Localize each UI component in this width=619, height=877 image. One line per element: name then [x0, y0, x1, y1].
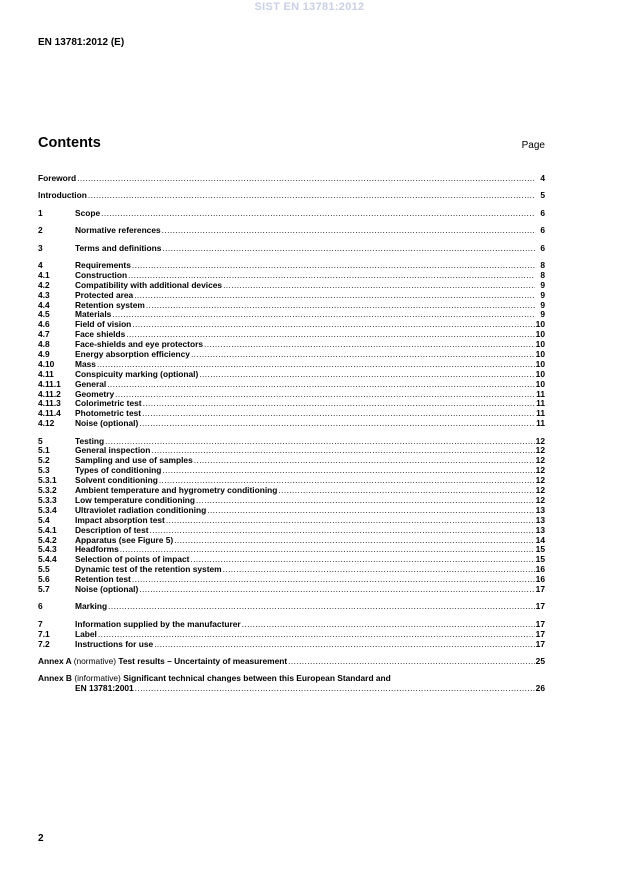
- toc-page-number: 12: [535, 445, 545, 456]
- toc-title: Types of conditioning: [75, 465, 162, 476]
- leader-dots: [107, 380, 534, 390]
- toc-section-number: 7: [38, 618, 43, 629]
- toc-title: Description of test: [75, 524, 149, 535]
- toc-section-number: 5.4.4: [38, 554, 57, 565]
- leader-dots: [132, 575, 535, 585]
- leader-dots: [134, 291, 535, 301]
- toc-section-number: 4.3: [38, 289, 50, 300]
- leader-dots: [98, 630, 535, 640]
- toc-page-number: 6: [540, 225, 545, 236]
- toc-page-number: 10: [535, 368, 545, 379]
- annex-label: Annex B: [38, 673, 72, 684]
- toc-page-number: 14: [535, 534, 545, 545]
- toc-page-number: 6: [540, 242, 545, 253]
- toc-title: General: [75, 378, 107, 389]
- toc-section-number: 4.11.2: [38, 388, 61, 399]
- toc-title: Instructions for use: [75, 638, 154, 649]
- toc-page-number: 9: [540, 309, 545, 320]
- toc-title: Retention system: [75, 299, 145, 310]
- toc-title: Noise (optional): [75, 583, 139, 594]
- toc-section-number: 5.4: [38, 514, 50, 525]
- toc-entry[interactable]: [38, 380, 545, 390]
- toc-page-number: 9: [540, 289, 545, 300]
- leader-dots: [174, 536, 534, 546]
- leader-dots: [101, 209, 535, 219]
- annex-kind: (informative): [74, 673, 121, 684]
- toc-title: Mass: [75, 358, 96, 369]
- toc-page-number: 10: [535, 348, 545, 359]
- toc-page-number: 16: [535, 564, 545, 575]
- toc-title: Scope: [75, 207, 101, 218]
- toc-section-number: 4.10: [38, 358, 55, 369]
- toc-title: Noise (optional): [75, 418, 139, 429]
- annex-kind: (normative): [73, 655, 117, 666]
- toc-section-number: 2: [38, 225, 43, 236]
- leader-dots: [204, 340, 535, 350]
- toc-page-number: 17: [535, 628, 545, 639]
- toc-section-number: 5: [38, 435, 43, 446]
- toc-title: Field of vision: [75, 319, 132, 330]
- page-column-label: Page: [521, 140, 545, 151]
- toc-title: Face shields: [75, 329, 126, 340]
- toc-entry[interactable]: [38, 620, 545, 630]
- annex-title: Significant technical changes between this European Standard and: [123, 673, 391, 684]
- toc-page-number: 9: [540, 299, 545, 310]
- toc-section-number: 5.7: [38, 583, 50, 594]
- toc-section-number: 4.8: [38, 339, 50, 350]
- toc-section-number: 4.4: [38, 299, 50, 310]
- toc-section-number: 6: [38, 601, 43, 612]
- leader-dots: [278, 486, 534, 496]
- leader-dots: [194, 456, 535, 466]
- toc-section-number: 5.3.2: [38, 485, 57, 496]
- leader-dots: [115, 390, 535, 400]
- leader-dots: [139, 585, 534, 595]
- toc-section-number: 4.12: [38, 418, 55, 429]
- toc-page-number: 10: [535, 319, 545, 330]
- toc-section-number: 7.1: [38, 628, 50, 639]
- toc-section-number: 4.11.4: [38, 408, 61, 419]
- toc-page-number: 25: [535, 655, 545, 666]
- toc-section-number: 4.2: [38, 279, 50, 290]
- toc-section-number: 4.11.1: [38, 378, 61, 389]
- leader-dots: [162, 244, 535, 254]
- toc-title: Materials: [75, 309, 112, 320]
- toc-page-number: 10: [535, 358, 545, 369]
- toc-entry[interactable]: [38, 301, 545, 311]
- toc-entry[interactable]: [38, 174, 545, 184]
- toc-section-number: 4.1: [38, 269, 50, 280]
- toc-section-number: 5.4.1: [38, 524, 57, 535]
- toc-page-number: 17: [535, 618, 545, 629]
- toc-page-number: 10: [535, 329, 545, 340]
- toc-title: Introduction: [38, 190, 87, 201]
- toc-section-number: 4.5: [38, 309, 50, 320]
- toc-title: Low temperature conditioning: [75, 494, 196, 505]
- toc-section-number: 1: [38, 207, 43, 218]
- toc-title: Construction: [75, 269, 128, 280]
- toc-entry[interactable]: [38, 350, 545, 360]
- toc-entry-annex-a[interactable]: [38, 657, 545, 667]
- toc-entry[interactable]: [38, 585, 545, 595]
- leader-dots: [132, 320, 534, 330]
- toc-title: Headforms: [75, 544, 119, 555]
- toc-page-number: 8: [540, 259, 545, 270]
- annex-label: Annex A: [38, 655, 72, 666]
- toc-section-number: 5.6: [38, 574, 50, 585]
- toc-title: Energy absorption efficiency: [75, 348, 190, 359]
- toc-section-number: 3: [38, 242, 43, 253]
- toc-title: Colorimetric test: [75, 398, 142, 409]
- toc-section-number: 4.11: [38, 368, 54, 379]
- toc-section-number: 5.4.2: [38, 534, 57, 545]
- toc-entry[interactable]: [38, 244, 545, 254]
- toc-entry[interactable]: [38, 419, 545, 429]
- toc-page-number: 11: [536, 418, 545, 429]
- toc-section-number: 4.9: [38, 348, 50, 359]
- toc-title: Dynamic test of the retention system: [75, 564, 222, 575]
- toc-page-number: 17: [535, 601, 545, 612]
- leader-dots: [143, 399, 535, 409]
- toc-page-number: 10: [535, 339, 545, 350]
- toc-title: Marking: [75, 601, 108, 612]
- toc-title: Ambient temperature and hygrometry conditioning: [75, 485, 278, 496]
- toc-title: Testing: [75, 435, 105, 446]
- toc-entry-annex-b-continued[interactable]: [38, 684, 545, 694]
- table-of-contents: [38, 174, 545, 694]
- toc-section-number: 4: [38, 259, 43, 270]
- toc-section-number: 5.2: [38, 455, 50, 466]
- toc-title: Conspicuity marking (optional): [75, 368, 199, 379]
- toc-title: Apparatus (see Figure 5): [75, 534, 174, 545]
- toc-title: Selection of points of impact: [75, 554, 190, 565]
- toc-page-number: 12: [535, 485, 545, 496]
- leader-dots: [151, 446, 534, 456]
- toc-section-number: 5.5: [38, 564, 50, 575]
- leader-dots: [162, 226, 535, 236]
- toc-section-number: 4.11.3: [38, 398, 61, 409]
- leader-dots: [88, 191, 535, 201]
- leader-dots: [146, 301, 535, 311]
- toc-entry[interactable]: [38, 370, 545, 380]
- toc-title: Geometry: [75, 388, 115, 399]
- toc-title: Impact absorption test: [75, 514, 165, 525]
- toc-section-number: 5.4.3: [38, 544, 57, 555]
- toc-title: Sampling and use of samples: [75, 455, 193, 466]
- toc-section-number: 5.3.4: [38, 504, 57, 515]
- toc-title: Face-shields and eye protectors: [75, 339, 203, 350]
- toc-page-number: 4: [540, 173, 545, 183]
- toc-title: Photometric test: [75, 408, 142, 419]
- toc-page-number: 12: [535, 494, 545, 505]
- toc-page-number: 13: [535, 524, 545, 535]
- toc-title: Information supplied by the manufacturer: [75, 618, 241, 629]
- toc-entry[interactable]: [38, 640, 545, 650]
- toc-page-number: 12: [535, 455, 545, 466]
- leader-dots: [242, 620, 535, 630]
- leader-dots: [196, 496, 535, 506]
- toc-title: Label: [75, 628, 97, 639]
- toc-page-number: 11: [536, 398, 545, 409]
- toc-page-number: 17: [535, 638, 545, 649]
- leader-dots: [154, 640, 534, 650]
- toc-section-number: 5.3.1: [38, 475, 57, 486]
- toc-page-number: 17: [535, 583, 545, 594]
- toc-page-number: 15: [535, 554, 545, 565]
- annex-title-continued: EN 13781:2001: [75, 683, 134, 694]
- watermark: SIST EN 13781:2012: [254, 1, 365, 13]
- leader-dots: [142, 409, 535, 419]
- document-id: EN 13781:2012 (E): [38, 37, 125, 48]
- toc-title: Solvent conditioning: [75, 475, 158, 486]
- toc-title: Ultraviolet radiation conditioning: [75, 504, 207, 515]
- toc-page-number: 13: [535, 514, 545, 525]
- toc-title: Normative references: [75, 225, 161, 236]
- toc-page-number: 15: [535, 544, 545, 555]
- leader-dots: [112, 310, 535, 320]
- leader-dots: [207, 506, 534, 516]
- toc-title: Requirements: [75, 259, 131, 270]
- toc-page-number: 11: [536, 408, 545, 419]
- toc-page-number: 26: [535, 683, 545, 694]
- toc-title: Protected area: [75, 289, 134, 300]
- leader-dots: [166, 516, 535, 526]
- toc-page-number: 12: [535, 465, 545, 476]
- toc-title: General inspection: [75, 445, 151, 456]
- toc-entry[interactable]: [38, 226, 545, 236]
- leader-dots: [190, 555, 534, 565]
- toc-title: Terms and definitions: [75, 242, 162, 253]
- leader-dots: [199, 370, 534, 380]
- toc-page-number: 11: [536, 388, 545, 399]
- leader-dots: [77, 174, 535, 184]
- toc-title: Retention test: [75, 574, 131, 585]
- toc-section-number: 4.6: [38, 319, 50, 330]
- toc-page-number: 5: [540, 190, 545, 201]
- leader-dots: [223, 281, 535, 291]
- leader-dots: [223, 565, 535, 575]
- toc-page-number: 12: [535, 435, 545, 446]
- leader-dots: [150, 526, 535, 536]
- toc-page-number: 13: [535, 504, 545, 515]
- toc-page-number: 16: [535, 574, 545, 585]
- toc-section-number: 5.3: [38, 465, 50, 476]
- toc-page-number: 6: [540, 207, 545, 218]
- toc-section-number: 7.2: [38, 638, 50, 649]
- leader-dots: [288, 657, 535, 667]
- leader-dots: [108, 602, 535, 612]
- toc-entry[interactable]: [38, 191, 545, 201]
- leader-dots: [139, 419, 535, 429]
- leader-dots: [135, 684, 535, 694]
- toc-page-number: 8: [540, 269, 545, 280]
- toc-title: Foreword: [38, 173, 77, 183]
- toc-section-number: 4.7: [38, 329, 50, 340]
- toc-section-number: 5.3.3: [38, 494, 57, 505]
- leader-dots: [132, 261, 535, 271]
- contents-heading: Contents: [38, 135, 101, 151]
- toc-page-number: 12: [535, 475, 545, 486]
- leader-dots: [162, 466, 534, 476]
- leader-dots: [191, 350, 535, 360]
- annex-title: Test results – Uncertainty of measurement: [118, 655, 288, 666]
- toc-page-number: 9: [540, 279, 545, 290]
- toc-entry[interactable]: [38, 209, 545, 219]
- toc-section-number: 5.1: [38, 445, 50, 456]
- toc-page-number: 10: [535, 378, 545, 389]
- toc-title: Compatibility with additional devices: [75, 279, 223, 290]
- toc-entry[interactable]: [38, 602, 545, 612]
- page-number: 2: [38, 833, 44, 844]
- leader-dots: [105, 437, 535, 447]
